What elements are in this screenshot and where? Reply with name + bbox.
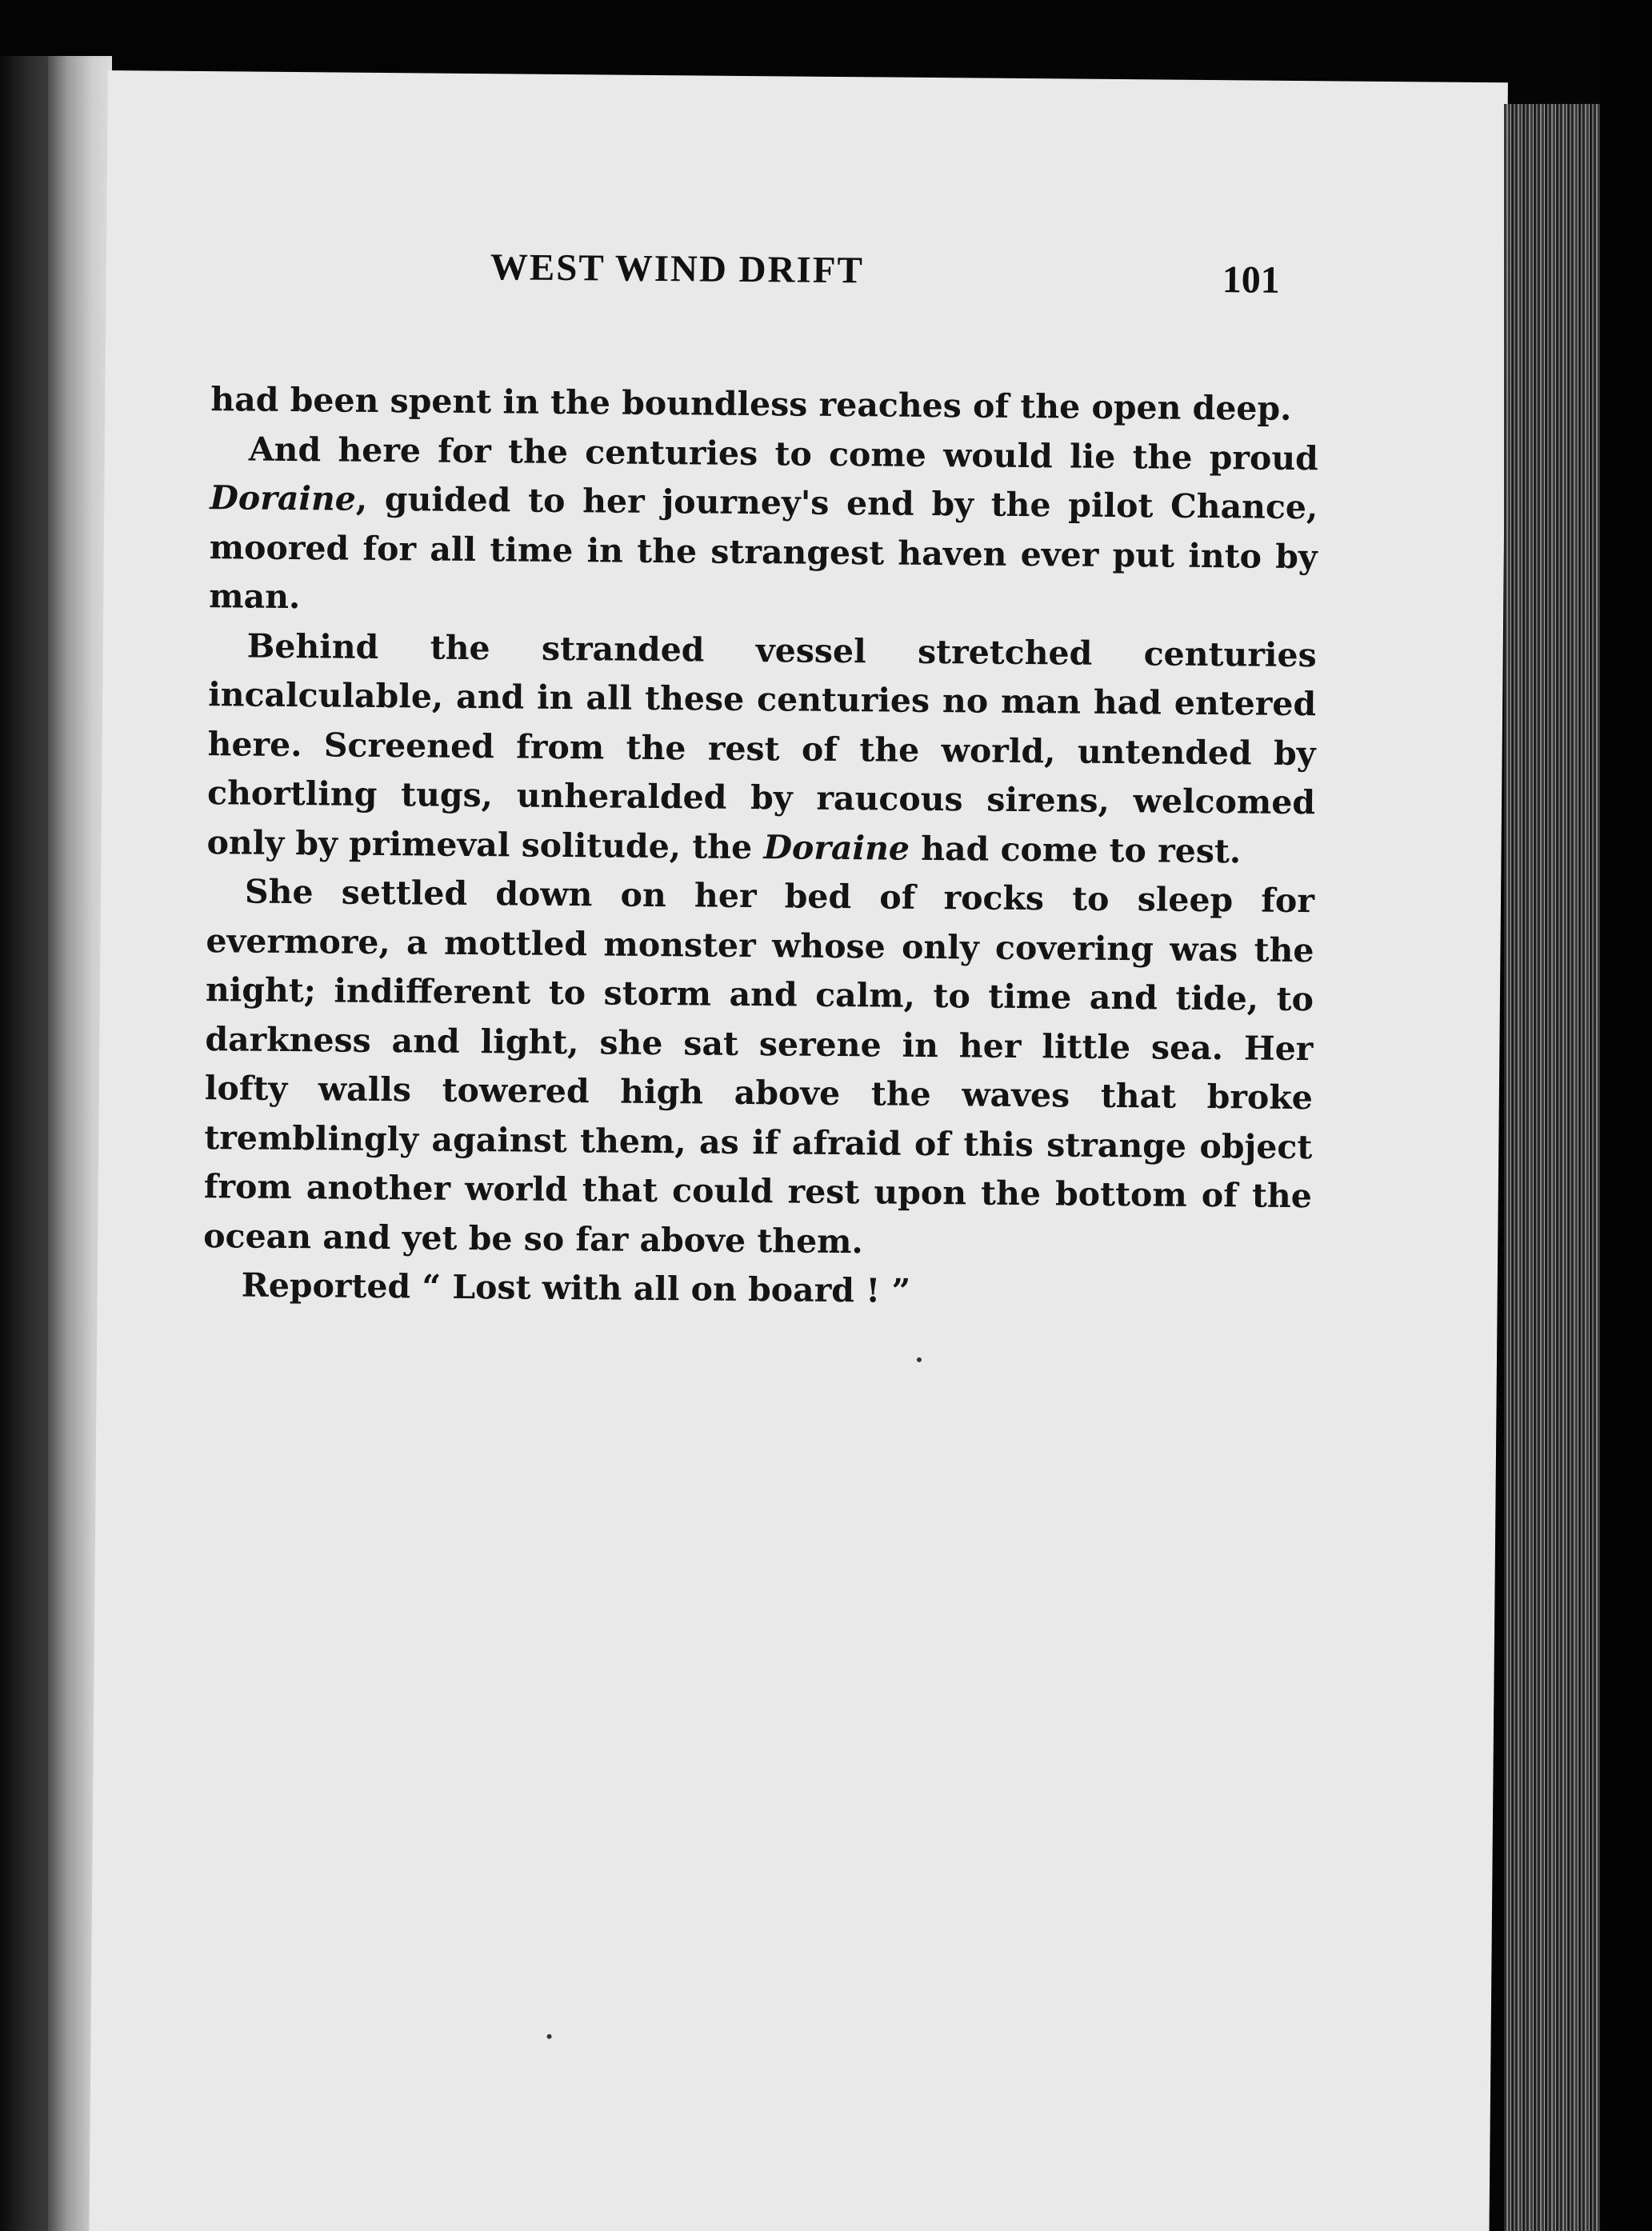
ship-name-italic: Doraine (210, 478, 357, 518)
paragraph-2-text-a: And here for the centuries to come would lie the proud (248, 430, 1319, 478)
paragraph-4 (203, 867, 1314, 1270)
facing-page-edge (0, 56, 48, 2231)
paragraph-2 (209, 425, 1318, 631)
scan-border-top (0, 0, 1652, 70)
paragraph-3-text-a: Behind the stranded vessel stretched centuries incalculable, and in all these centuries no man had entered here. Screened from the rest of the world, untended by chortling tugs, unheralded by raucous sirens, welcomed only by primeval solitude, the (206, 626, 1317, 866)
paragraph-5-text: Reported “ Lost with all on board ! ” (241, 1265, 911, 1310)
scan-border-right (1600, 0, 1652, 2231)
scan-speck (547, 2034, 552, 2039)
paragraph-5 (202, 1261, 1310, 1320)
book-page (89, 70, 1508, 2231)
page-number: 101 (1222, 258, 1280, 302)
paragraph-1 (210, 375, 1318, 434)
paragraph-1-text: had been spent in the boundless reaches of the open deep. (210, 380, 1292, 428)
paragraph-4-text: She settled down on her bed of rocks to sleep for evermore, a mottled monster whose only covering was the night; indifferent to storm and calm, to time and tide, to darkness and light, she sat serene in her little sea. Her lofty walls towered high above the waves that broke tremblingly against them, as if afraid of this strange object from another world that could rest upon the bottom of the ocean and yet be so far above them. (203, 872, 1315, 1261)
paragraph-3-text-b: had come to rest. (909, 829, 1242, 870)
body-text (202, 375, 1318, 1320)
paragraph-2-text-b: , guided to her journey's end by the pilot Chance, moored for all time in the strangest haven ever put into by man. (209, 479, 1318, 617)
page-edges-stack (1504, 104, 1600, 2231)
running-head-title: WEST WIND DRIFT (490, 246, 865, 292)
paragraph-3 (206, 622, 1317, 878)
ship-name-italic: Doraine (763, 827, 910, 868)
scan-speck (917, 1357, 922, 1362)
